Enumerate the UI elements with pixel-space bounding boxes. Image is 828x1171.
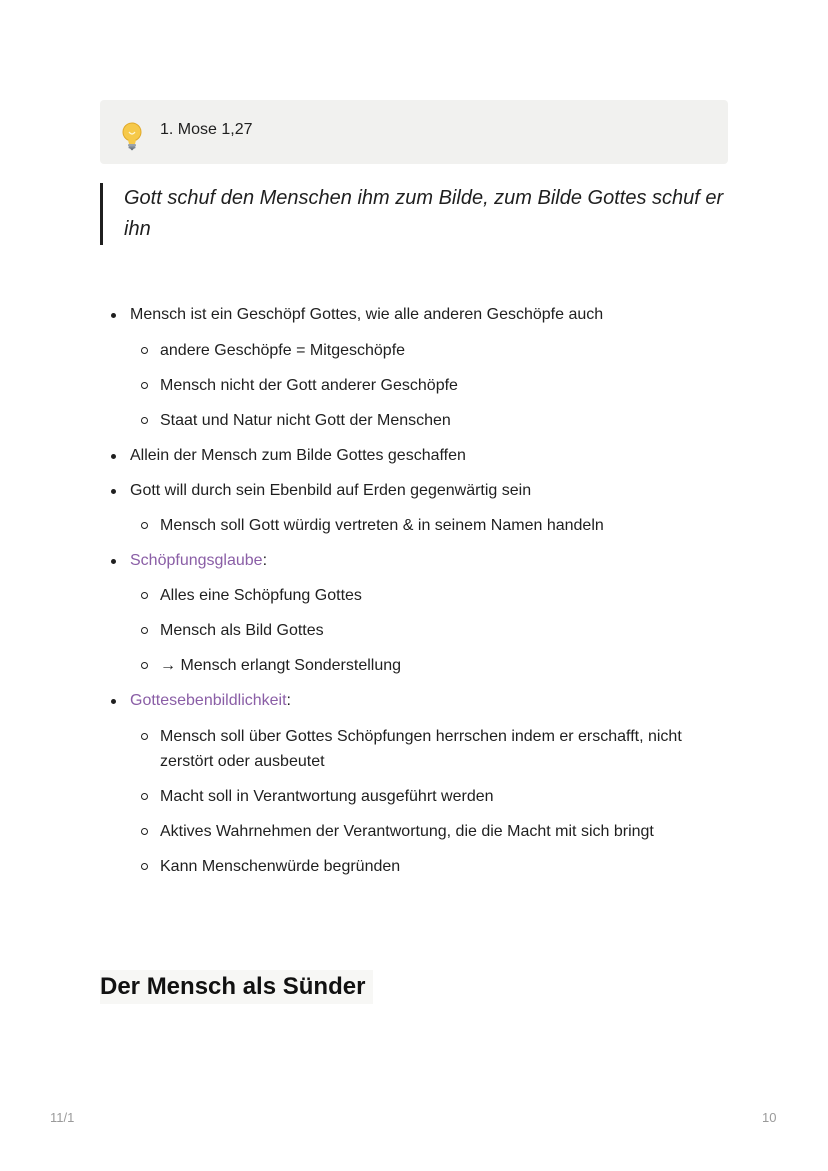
- sub-bullet-circle: [141, 627, 148, 634]
- sub-list-item: Mensch als Bild Gottes: [160, 622, 324, 639]
- bullet-dot: [111, 699, 116, 704]
- sub-bullet-circle: [141, 522, 148, 529]
- colon: :: [262, 552, 268, 569]
- sub-list-item: Macht soll in Verantwortung ausgeführt werden: [160, 788, 494, 805]
- sub-list-item: Kann Menschenwürde begründen: [160, 858, 401, 875]
- sub-list-item: Mensch nicht der Gott anderer Geschöpfe: [160, 377, 458, 394]
- sub-bullet-circle: [141, 592, 148, 599]
- sub-bullet-circle: [141, 347, 148, 354]
- sub-bullet-circle: [141, 863, 148, 870]
- sub-bullet-circle: [141, 828, 148, 835]
- lightbulb-icon: [119, 121, 145, 151]
- section-heading: Der Mensch als Sünder: [100, 970, 373, 1004]
- bullet-dot: [111, 313, 116, 318]
- list-item: [130, 688, 291, 713]
- colon: :: [286, 692, 291, 709]
- page-number: 10: [762, 1110, 777, 1125]
- list-item: Mensch ist ein Geschöpf Gottes, wie alle anderen Geschöpfe auch: [130, 306, 604, 323]
- sub-list-item: → Mensch erlangt Sonderstellung: [160, 657, 402, 674]
- sub-bullet-circle: [141, 382, 148, 389]
- bullet-dot: [111, 489, 116, 494]
- sub-list-item: andere Geschöpfe = Mitgeschöpfe: [160, 342, 406, 359]
- sub-list-item: Mensch soll über Gottes Schöpfungen herrschen indem er erschafft, nicht: [160, 728, 682, 745]
- sub-list-item: Alles eine Schöpfung Gottes: [160, 587, 362, 604]
- callout-box: [100, 100, 728, 164]
- sub-bullet-circle: [141, 733, 148, 740]
- block-quote: Gott schuf den Menschen ihm zum Bilde, zum Bilde Gottes schuf er ihn: [100, 183, 740, 245]
- schoepfungsglaube-link[interactable]: Schöpfungsglaube: [130, 552, 263, 569]
- gottesebenbildlichkeit-link[interactable]: Gottesebenbildlichkeit: [130, 692, 287, 709]
- sub-list-item: Staat und Natur nicht Gott der Menschen: [160, 412, 451, 429]
- bullet-dot: [111, 454, 116, 459]
- footer-left-page-ref: 11/1: [50, 1110, 75, 1125]
- list-item: Allein der Mensch zum Bilde Gottes geschaffen: [130, 447, 466, 464]
- list-item: Gott will durch sein Ebenbild auf Erden gegenwärtig sein: [130, 482, 532, 499]
- sub-bullet-circle: [141, 793, 148, 800]
- sub-list-item: Aktives Wahrnehmen der Verantwortung, die die Macht mit sich bringt: [160, 823, 654, 840]
- callout-text: 1. Mose 1,27: [160, 121, 253, 138]
- sub-bullet-circle: [141, 417, 148, 424]
- list-item: [130, 548, 267, 573]
- bullet-dot: [111, 559, 116, 564]
- sub-list-item-continuation: zerstört oder ausbeutet: [160, 753, 325, 770]
- sub-list-item: Mensch soll Gott würdig vertreten & in seinem Namen handeln: [160, 517, 604, 534]
- sub-bullet-circle: [141, 662, 148, 669]
